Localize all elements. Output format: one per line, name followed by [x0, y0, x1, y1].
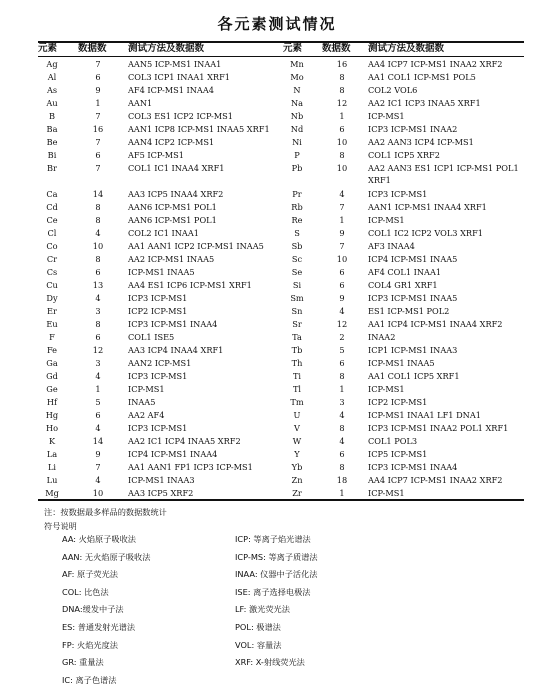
table-row [0, 214, 554, 227]
element-symbol: Dy [46, 293, 58, 303]
method-list: AA2 AF4 [128, 410, 165, 420]
column-header-count-right: 数据数 [322, 43, 351, 54]
table-header-rule [38, 56, 524, 57]
table-row [0, 357, 554, 370]
data-count: 13 [92, 280, 104, 290]
method-list: COL1 ICP5 XRF2 [368, 150, 440, 160]
legend-entry: AAN: 无火焰原子吸收法 [62, 551, 151, 562]
method-list: ICP4 ICP-MS1 INAA4 [128, 449, 218, 459]
data-count: 6 [95, 72, 101, 82]
table-row [0, 396, 554, 409]
element-symbol: Hf [46, 397, 58, 407]
legend-entry: LF: 激光荧光法 [235, 604, 290, 615]
element-symbol: B [48, 111, 56, 121]
method-list: ICP4 ICP-MS1 INAA5 [368, 254, 458, 264]
table-row [0, 318, 554, 331]
data-count: 7 [95, 462, 101, 472]
element-symbol: Co [46, 241, 58, 251]
element-symbol: Ta [292, 332, 302, 342]
data-count: 6 [95, 150, 101, 160]
element-symbol: Ca [46, 189, 58, 199]
data-count: 9 [339, 228, 345, 238]
data-count: 9 [339, 293, 345, 303]
data-count: 7 [339, 202, 345, 212]
method-list: AAN1 ICP8 ICP-MS1 INAA5 XRF1 [128, 124, 270, 134]
data-count: 6 [339, 449, 345, 459]
method-list: AF4 COL1 INAA1 [368, 267, 442, 277]
data-count: 8 [339, 72, 345, 82]
data-count: 12 [336, 98, 348, 108]
element-symbol: Ge [46, 384, 58, 394]
data-count: 14 [92, 189, 104, 199]
element-symbol: V [294, 423, 300, 433]
legend-entry: COL: 比色法 [62, 586, 109, 597]
table-row [0, 461, 554, 474]
method-list: AA2 IC1 ICP3 INAA5 XRF1 [368, 98, 481, 108]
method-list: COL2 IC1 INAA1 [128, 228, 199, 238]
data-count: 4 [339, 410, 345, 420]
table-row [0, 149, 554, 162]
table-bottom-rule [38, 499, 524, 501]
table-row [0, 383, 554, 396]
legend-entry: INAA: 仪器中子活化法 [235, 569, 318, 580]
table-row [0, 266, 554, 279]
data-count: 8 [339, 423, 345, 433]
element-symbol: Sn [291, 306, 303, 316]
element-symbol: Fe [46, 345, 58, 355]
element-symbol: Cu [46, 280, 58, 290]
element-symbol: Ga [46, 358, 58, 368]
data-count: 10 [336, 254, 348, 264]
element-symbol: Pb [291, 163, 303, 173]
data-count: 1 [339, 384, 345, 394]
element-symbol: Mg [45, 488, 59, 498]
element-symbol: Ag [46, 59, 58, 69]
data-count: 7 [95, 111, 101, 121]
method-list: ICP3 ICP-MS1 INAA5 [368, 293, 458, 303]
data-count: 6 [339, 358, 345, 368]
element-symbol: Sm [290, 293, 304, 303]
element-symbol: Na [290, 98, 304, 108]
data-count: 1 [339, 215, 345, 225]
data-count: 6 [339, 267, 345, 277]
table-row [0, 110, 554, 123]
table-row [0, 292, 554, 305]
legend-entry: ICP-MS: 等离子质谱法 [235, 551, 318, 562]
element-symbol: Ba [46, 124, 58, 134]
legend-entry: GR: 重量法 [62, 657, 104, 668]
method-list: ICP1 ICP-MS1 INAA3 [368, 345, 458, 355]
element-symbol: Li [47, 462, 57, 472]
data-count: 6 [95, 332, 101, 342]
method-list: ICP3 ICP-MS1 INAA4 [128, 319, 218, 329]
element-symbol: Sr [292, 319, 302, 329]
data-count: 4 [95, 475, 101, 485]
method-list: AA1 COL1 ICP-MS1 POL5 [368, 72, 476, 82]
table-row [0, 84, 554, 97]
method-list: AA1 COL1 ICP5 XRF1 [368, 371, 460, 381]
element-symbol: Er [47, 306, 57, 316]
legend-entry: IC: 离子色谱法 [62, 674, 117, 685]
legend-entry: FP: 火焰光度法 [62, 639, 118, 650]
element-symbol: Zn [291, 475, 303, 485]
data-count: 4 [95, 423, 101, 433]
method-list: AAN6 ICP-MS1 POL1 [128, 202, 217, 212]
method-list: ICP2 ICP-MS1 [368, 397, 428, 407]
data-count: 8 [95, 319, 101, 329]
data-count: 9 [95, 85, 101, 95]
method-list: ICP3 ICP-MS1 [368, 189, 428, 199]
element-table-body [0, 58, 554, 500]
element-symbol: F [49, 332, 55, 342]
table-row [0, 71, 554, 84]
data-count: 10 [92, 488, 104, 498]
data-count: 3 [95, 358, 101, 368]
element-symbol: Eu [46, 319, 58, 329]
table-row [0, 331, 554, 344]
element-symbol: U [293, 410, 301, 420]
element-symbol: Nb [290, 111, 304, 121]
legend-title: 符号说明 [44, 521, 77, 531]
data-count: 14 [92, 436, 104, 446]
column-header-methods-right: 测试方法及数据数 [368, 43, 445, 54]
data-count: 16 [92, 124, 104, 134]
element-symbol: Ti [292, 371, 302, 381]
method-list: AA1 ICP4 ICP-MS1 INAA4 XRF2 [368, 319, 503, 329]
element-symbol: Br [47, 163, 57, 173]
method-list: ICP3 ICP-MS1 INAA2 POL1 XRF1 [368, 423, 509, 433]
data-count: 2 [339, 332, 345, 342]
data-count: 1 [339, 488, 345, 498]
data-count: 10 [92, 241, 104, 251]
data-count: 8 [339, 371, 345, 381]
data-count: 8 [95, 254, 101, 264]
data-count: 6 [339, 124, 345, 134]
table-row [0, 162, 554, 188]
data-count: 1 [95, 384, 101, 394]
data-count: 16 [336, 59, 348, 69]
element-symbol: Mo [290, 72, 304, 82]
element-symbol: Tm [290, 397, 304, 407]
method-list: AA3 ICP5 INAA4 XRF2 [128, 189, 224, 199]
data-count: 8 [339, 462, 345, 472]
data-count: 3 [339, 397, 345, 407]
table-row [0, 227, 554, 240]
table-row [0, 279, 554, 292]
symbol-legend [62, 532, 502, 692]
element-symbol: Y [294, 449, 300, 459]
data-count: 4 [95, 293, 101, 303]
data-count: 4 [339, 189, 345, 199]
method-list: AAN1 [128, 98, 153, 108]
method-list: AA4 ICP7 ICP-MS1 INAA2 XRF2 [368, 59, 503, 69]
data-count: 8 [339, 150, 345, 160]
data-count: 8 [339, 85, 345, 95]
data-count: 6 [95, 410, 101, 420]
data-count: 6 [95, 267, 101, 277]
data-count: 4 [95, 228, 101, 238]
data-count: 12 [336, 319, 348, 329]
table-row [0, 240, 554, 253]
page-title: 各元素测试情况 [217, 15, 337, 33]
method-list: COL2 VOL6 [368, 85, 418, 95]
method-list: AA3 ICP5 XRF2 [128, 488, 194, 498]
element-symbol: As [46, 85, 58, 95]
method-list: COL1 IC2 ICP2 VOL3 XRF1 [368, 228, 483, 238]
method-list: AA2 ICP-MS1 INAA5 [128, 254, 215, 264]
method-list: AA2 AAN3 ES1 ICP1 ICP-MS1 POL1 XRF1 [368, 163, 519, 185]
method-list: ICP3 ICP-MS1 INAA2 [368, 124, 458, 134]
method-list: AAN5 ICP-MS1 INAA1 [128, 59, 222, 69]
element-symbol: Nd [290, 124, 304, 134]
method-list: AAN1 ICP-MS1 INAA4 XRF1 [368, 202, 487, 212]
method-list: AA2 IC1 ICP4 INAA5 XRF2 [128, 436, 241, 446]
data-count: 7 [95, 163, 101, 173]
data-count: 4 [95, 371, 101, 381]
column-header-element: 元素 [38, 43, 58, 54]
data-count: 9 [95, 449, 101, 459]
legend-entry: ISE: 离子选择电极法 [235, 586, 311, 597]
element-symbol: Al [47, 72, 57, 82]
table-note: 注：按数据最多样品的数据数统计 [44, 507, 167, 517]
method-list: ICP-MS1 INAA3 [128, 475, 195, 485]
element-symbol: K [48, 436, 56, 446]
table-row [0, 123, 554, 136]
data-count: 5 [339, 345, 345, 355]
data-count: 8 [95, 215, 101, 225]
column-header-methods: 测试方法及数据数 [128, 43, 205, 54]
element-symbol: W [292, 436, 302, 446]
legend-entry: AF: 原子荧光法 [62, 569, 118, 580]
method-list: ICP-MS1 [368, 111, 405, 121]
method-list: ICP-MS1 INAA5 [128, 267, 195, 277]
legend-entry: VOL: 容量法 [235, 639, 282, 650]
method-list: ICP-MS1 [128, 384, 165, 394]
data-count: 7 [95, 59, 101, 69]
method-list: COL4 GR1 XRF1 [368, 280, 438, 290]
method-list: AAN6 ICP-MS1 POL1 [128, 215, 217, 225]
column-header-element-right: 元素 [283, 43, 303, 54]
table-row [0, 201, 554, 214]
data-count: 18 [336, 475, 348, 485]
data-count: 10 [336, 137, 348, 147]
column-header-count: 数据数 [78, 43, 107, 54]
data-count: 5 [95, 397, 101, 407]
element-symbol: Re [291, 215, 303, 225]
element-symbol: Si [292, 280, 302, 290]
element-symbol: Ni [292, 137, 302, 147]
element-symbol: Cs [46, 267, 58, 277]
method-list: COL1 POL3 [368, 436, 418, 446]
method-list: ICP3 ICP-MS1 [128, 371, 188, 381]
table-row [0, 474, 554, 487]
table-row [0, 435, 554, 448]
element-symbol: Se [291, 267, 303, 277]
table-row [0, 188, 554, 201]
legend-entry: AA: 火焰原子吸收法 [62, 534, 136, 544]
data-count: 10 [336, 163, 348, 173]
method-list: ICP-MS1 [368, 488, 405, 498]
element-symbol: S [294, 228, 300, 238]
method-list: ICP-MS1 INAA5 [368, 358, 435, 368]
element-symbol: Bi [47, 150, 57, 160]
element-symbol: Ce [46, 215, 58, 225]
method-list: AA2 AAN3 ICP4 ICP-MS1 [368, 137, 474, 147]
element-symbol: Th [291, 358, 303, 368]
data-count: 3 [95, 306, 101, 316]
method-list: AAN2 ICP-MS1 [128, 358, 192, 368]
legend-entry: POL: 极谱法 [235, 622, 281, 632]
element-symbol: Hg [45, 410, 59, 420]
method-list: AA3 ICP4 INAA4 XRF1 [128, 345, 224, 355]
table-row [0, 305, 554, 318]
data-count: 6 [339, 280, 345, 290]
legend-entry: ICP: 等离子焰光谱法 [235, 534, 311, 544]
table-row [0, 422, 554, 435]
method-list: ICP5 ICP-MS1 [368, 449, 428, 459]
element-symbol: Pr [292, 189, 302, 199]
element-symbol: Zr [292, 488, 302, 498]
method-list: ICP2 ICP-MS1 [128, 306, 188, 316]
table-row [0, 344, 554, 357]
method-list: COL1 IC1 INAA4 XRF1 [128, 163, 225, 173]
element-symbol: Tl [292, 384, 302, 394]
method-list: AA1 AAN1 ICP2 ICP-MS1 INAA5 [128, 241, 264, 251]
data-count: 1 [95, 98, 101, 108]
element-symbol: Sb [291, 241, 303, 251]
legend-entry: XRF: X-射线荧光法 [235, 657, 305, 668]
method-list: ICP-MS1 [368, 384, 405, 394]
table-row [0, 97, 554, 110]
element-symbol: Gd [46, 371, 58, 381]
element-symbol: Cr [46, 254, 58, 264]
notes-block [44, 505, 524, 533]
method-list: ICP-MS1 [368, 215, 405, 225]
element-symbol: Rb [291, 202, 303, 212]
element-symbol: Lu [46, 475, 58, 485]
method-list: COL3 ICP1 INAA1 XRF1 [128, 72, 230, 82]
element-symbol: La [46, 449, 58, 459]
element-symbol: Be [46, 137, 58, 147]
method-list: AAN4 ICP2 ICP-MS1 [128, 137, 215, 147]
method-list: INAA5 [128, 397, 156, 407]
method-list: AA4 ES1 ICP6 ICP-MS1 XRF1 [128, 280, 252, 290]
element-symbol: Au [46, 98, 58, 108]
method-list: INAA2 [368, 332, 396, 342]
method-list: ICP-MS1 INAA1 LF1 DNA1 [368, 410, 481, 420]
table-row [0, 253, 554, 266]
table-row [0, 370, 554, 383]
method-list: AA1 AAN1 FP1 ICP3 ICP-MS1 [128, 462, 253, 472]
table-row [0, 409, 554, 422]
method-list: COL1 ISE5 [128, 332, 175, 342]
table-row [0, 58, 554, 71]
element-symbol: Tb [291, 345, 303, 355]
method-list: AF5 ICP-MS1 [128, 150, 184, 160]
data-count: 4 [339, 436, 345, 446]
data-count: 7 [95, 137, 101, 147]
element-symbol: Sc [291, 254, 303, 264]
data-count: 7 [339, 241, 345, 251]
element-symbol: Mn [290, 59, 304, 69]
element-symbol: Yb [291, 462, 303, 472]
table-row [0, 448, 554, 461]
legend-entry: DNA:缓发中子法 [62, 604, 124, 615]
method-list: AF4 ICP-MS1 INAA4 [128, 85, 214, 95]
element-symbol: P [294, 150, 300, 160]
element-symbol: N [293, 85, 301, 95]
method-list: AF3 INAA4 [368, 241, 415, 251]
data-count: 12 [92, 345, 104, 355]
method-list: ES1 ICP-MS1 POL2 [368, 306, 450, 316]
element-symbol: Ho [45, 423, 59, 433]
method-list: AA4 ICP7 ICP-MS1 INAA2 XRF2 [368, 475, 503, 485]
element-symbol: Cd [46, 202, 58, 212]
element-symbol: Cl [47, 228, 57, 238]
data-count: 8 [95, 202, 101, 212]
legend-entry: ES: 普通发射光谱法 [62, 622, 136, 632]
method-list: ICP3 ICP-MS1 INAA4 [368, 462, 458, 472]
method-list: COL3 ES1 ICP2 ICP-MS1 [128, 111, 233, 121]
method-list: ICP3 ICP-MS1 [128, 293, 188, 303]
data-count: 1 [339, 111, 345, 121]
method-list: ICP3 ICP-MS1 [128, 423, 188, 433]
table-row [0, 136, 554, 149]
data-count: 4 [339, 306, 345, 316]
